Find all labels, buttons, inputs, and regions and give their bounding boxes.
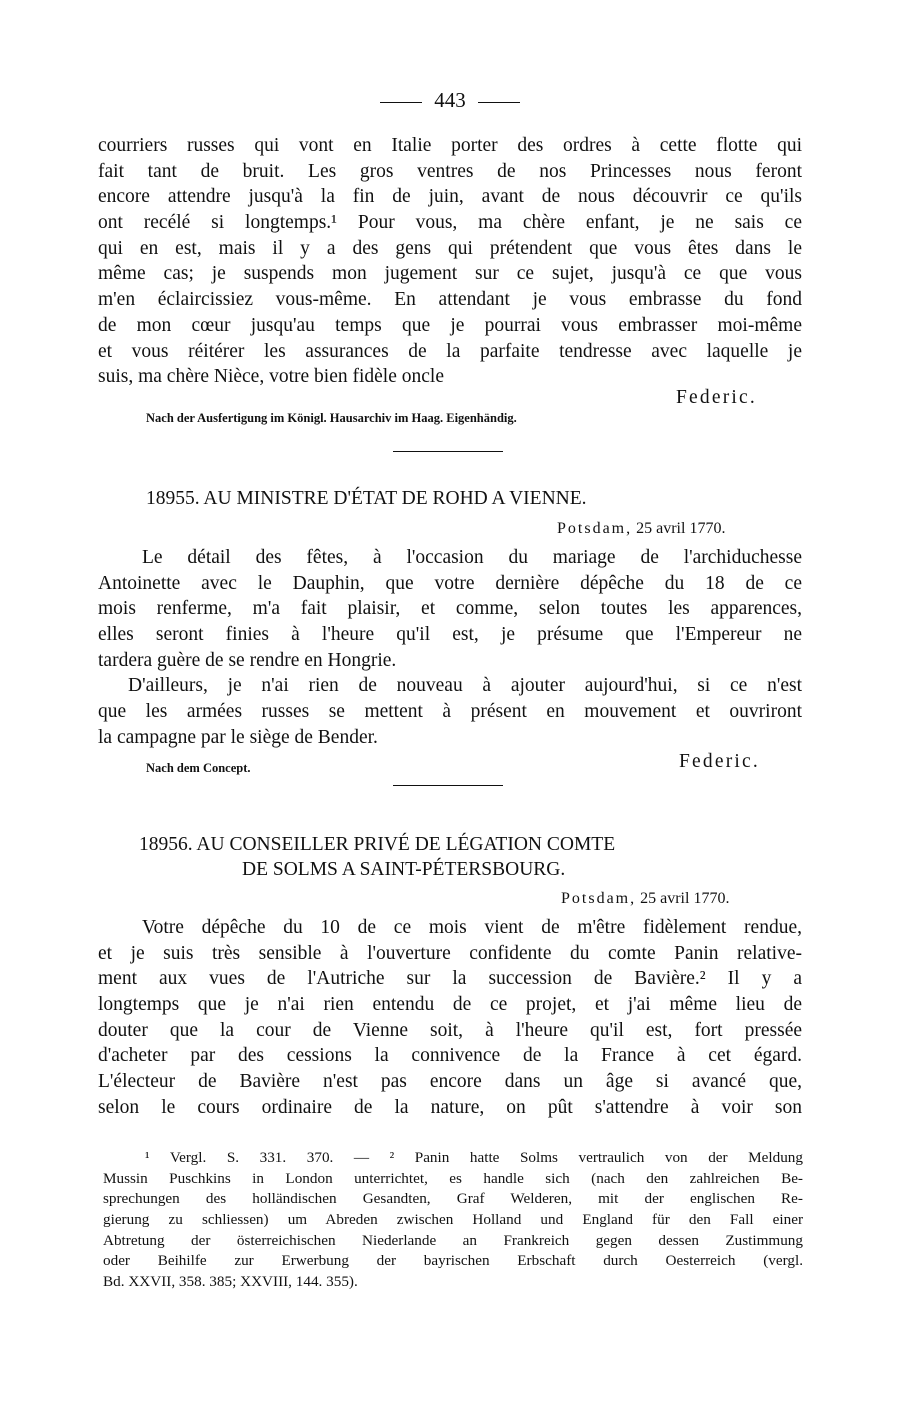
body-line: tardera guère de se rendre en Hongrie.	[98, 649, 397, 671]
body-line: douter que la cour de Vienne soit, à l'heure qu'il est, fort pressée	[98, 1019, 802, 1041]
body-line: qui en est, mais il y a des gens qui prétendent que vous êtes dans le	[98, 237, 802, 259]
body-line: longtemps que je n'ai rien entendu de ce projet, et j'ai même lieu de	[98, 994, 802, 1016]
letter-18955-body	[98, 545, 802, 751]
dateline-date: 25 avril 1770.	[640, 890, 730, 907]
body-line: ont recélé si longtemps.¹ Pour vous, ma chère enfant, je ne sais ce	[98, 212, 802, 234]
footnote-line: Bd. XXVII, 358. 385; XXVIII, 144. 355).	[103, 1273, 358, 1291]
body-line: m'en éclaircissiez vous-même. En attendant je vous embrasse du fond	[98, 289, 802, 311]
footnote-line: Abtretung der österreichischen Niederlande an Frankreich gegen dessen Zustimmung	[103, 1231, 803, 1249]
body-line: d'acheter par des cessions la connivence de la France à cet égard.	[98, 1045, 802, 1067]
body-line: que les armées russes se mettent à présent en mouvement et ouvriront	[98, 701, 802, 723]
body-line: ment aux vues de l'Autriche sur la succession de Bavière.² Il y a	[98, 968, 802, 990]
letter-heading-line-2: DE SOLMS A SAINT-PÉTERSBOURG.	[242, 859, 566, 880]
letter-dateline	[561, 890, 729, 908]
body-line: selon le cours ordinaire de la nature, on pût s'attendre à voir son	[98, 1096, 802, 1118]
dateline-place: Potsdam,	[561, 890, 637, 907]
body-line: L'électeur de Bavière n'est pas encore dans un âge si avancé que,	[98, 1071, 802, 1093]
section-divider	[393, 451, 503, 452]
dateline-date: 25 avril 1770.	[636, 520, 726, 537]
footnote-line: Mussin Puschkins in London unterrichtet, es handle sich (nach den zahlreichen Be-	[103, 1169, 803, 1187]
body-line: même cas; je suspends mon jugement sur ce sujet, jusqu'à ce que vous	[98, 263, 802, 285]
page-number-header	[0, 88, 900, 113]
body-line: Votre dépêche du 10 de ce mois vient de m'être fidèlement rendue,	[142, 917, 802, 938]
letter-18956-body	[98, 915, 802, 1121]
body-line: et je suis très sensible à l'ouverture confidente du comte Panin relative-	[98, 942, 802, 964]
source-note: Nach der Ausfertigung im Königl. Hausarchiv im Haag. Eigenhändig.	[146, 411, 517, 425]
footnote-line: ¹ Vergl. S. 331. 370. — ² Panin hatte Solms vertraulich von der Meldung	[145, 1149, 803, 1166]
page-number-right-dash	[478, 102, 520, 103]
letter-heading-line-1: 18956. AU CONSEILLER PRIVÉ DE LÉGATION COMTE	[139, 834, 616, 855]
footnote-line: sprechungen des holländischen Gesandten, Graf Welderen, mit der englischen Re-	[103, 1190, 803, 1208]
body-line: encore attendre jusqu'à la fin de juin, avant de nous découvrir ce qu'ils	[98, 186, 802, 208]
section-divider	[393, 785, 503, 786]
body-line: Le détail des fêtes, à l'occasion du mariage de l'archiduchesse	[142, 547, 802, 568]
body-line: elles seront finies à l'heure qu'il est, je présume que l'Empereur ne	[98, 624, 802, 646]
body-line: la campagne par le siège de Bender.	[98, 726, 378, 748]
body-line: mois renferme, m'a fait plaisir, et comme, selon toutes les apparences,	[98, 598, 802, 620]
previous-letter-body	[98, 133, 802, 390]
dateline-place: Potsdam,	[557, 520, 633, 537]
footnotes	[103, 1148, 803, 1293]
page-number: 443	[434, 88, 466, 112]
body-line: de mon cœur jusqu'au temps que je pourrai vous embrasser moi-même	[98, 314, 802, 336]
body-line: et vous réitérer les assurances de la parfaite tendresse avec laquelle je	[98, 340, 802, 362]
body-line: Antoinette avec le Dauphin, que votre dernière dépêche du 18 de ce	[98, 572, 802, 594]
page-number-left-dash	[380, 102, 422, 103]
body-line: courriers russes qui vont en Italie porter des ordres à cette flotte qui	[98, 135, 802, 156]
footnote-line: gierung zu schliessen) um Abreden zwischen Holland und England für den Fall einer	[103, 1211, 803, 1229]
letter-dateline	[557, 520, 725, 538]
body-line: D'ailleurs, je n'ai rien de nouveau à ajouter aujourd'hui, si ce n'est	[128, 675, 802, 697]
footnote-line: oder Beihilfe zur Erwerbung der bayrischen Erbschaft durch Oesterreich (vergl.	[103, 1252, 803, 1270]
body-line: fait tant de bruit. Les gros ventres de nos Princesses nous feront	[98, 160, 802, 182]
source-note: Nach dem Concept.	[146, 761, 251, 775]
body-line: suis, ma chère Nièce, votre bien fidèle oncle	[98, 366, 444, 388]
signature: Federic.	[676, 387, 757, 408]
letter-heading: 18955. AU MINISTRE D'ÉTAT DE ROHD A VIENNE.	[146, 488, 587, 509]
signature: Federic.	[679, 751, 760, 772]
